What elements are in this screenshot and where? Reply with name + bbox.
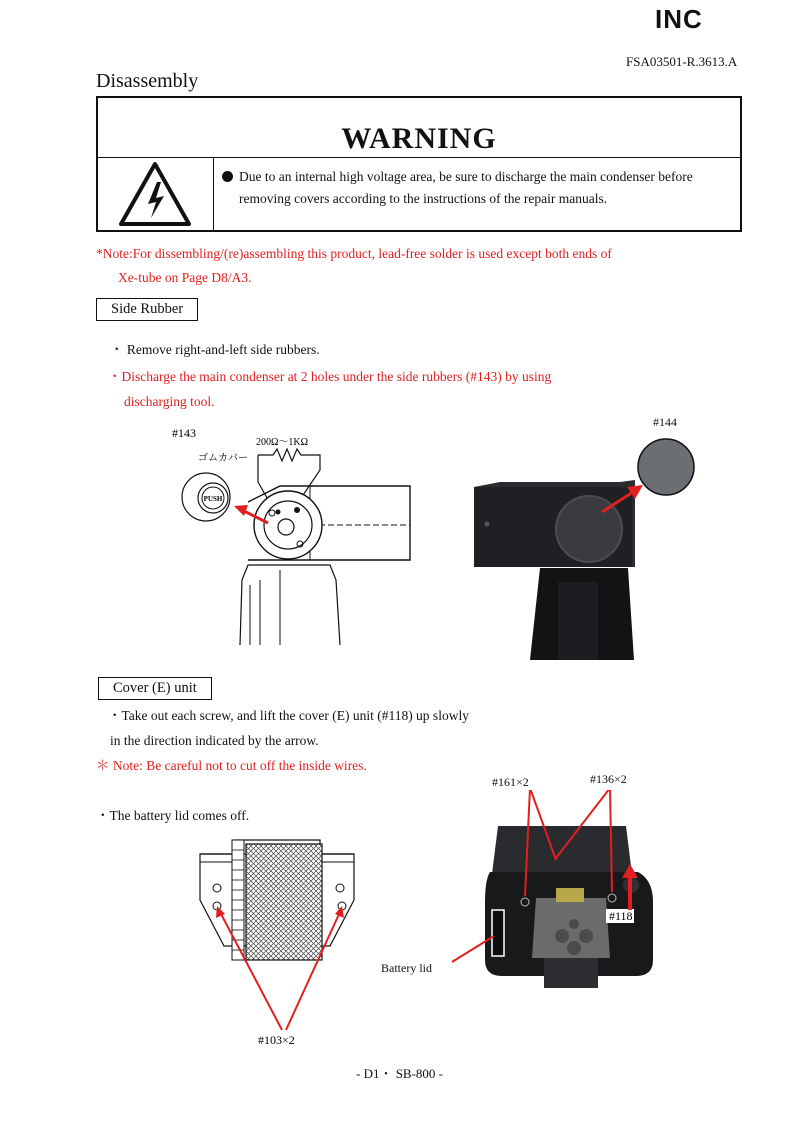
battery-lid-diagram xyxy=(196,826,366,1051)
label-resistor: 200Ω～1KΩ xyxy=(256,437,309,448)
battery-lid-mesh xyxy=(246,844,322,960)
bullet-dot-icon xyxy=(222,171,233,182)
photo-contacts xyxy=(556,888,584,902)
warning-line-2: removing covers according to the instructions of the repair manuals. xyxy=(239,191,608,206)
push-label: PUSH xyxy=(203,495,223,503)
high-voltage-icon-cell xyxy=(96,158,214,232)
side-rubber-step-2-line-2: discharging tool. xyxy=(124,394,215,409)
cover-unit-photo xyxy=(440,790,660,995)
flash-body-outline xyxy=(240,565,340,645)
label-161: #161×2 xyxy=(492,775,529,789)
side-rubber-discharge-diagram xyxy=(160,420,430,645)
note-line-1: *Note:For dissembling/(re)assembling this product, lead-free solder is used except both ends of xyxy=(96,246,612,261)
label-136: #136×2 xyxy=(590,772,627,786)
label-rubber-cover: ゴムカバー xyxy=(198,453,248,464)
solder-note xyxy=(96,242,716,290)
warning-heading: WARNING xyxy=(341,122,497,155)
page-title: Disassembly xyxy=(96,70,199,92)
side-rubber-step-1: ・ Remove right-and-left side rubbers. xyxy=(110,342,320,357)
section-heading-cover-unit: Cover (E) unit xyxy=(98,677,212,700)
page-number: - D1・ SB-800 - xyxy=(355,1066,444,1081)
section-heading-side-rubber: Side Rubber xyxy=(96,298,198,321)
document-id: FSA03501-R.3613.A xyxy=(626,54,738,69)
cover-wire-note: ＊ Note: Be careful not to cut off the inside wires. xyxy=(96,758,367,773)
side-rubber-photo xyxy=(470,432,700,660)
cover-step-1-line-1: ・Take out each screw, and lift the cover (E) unit (#118) up slowly xyxy=(108,708,469,723)
photo-foot xyxy=(544,958,598,988)
label-battery-lid: Battery lid xyxy=(381,961,432,975)
high-voltage-icon xyxy=(96,158,214,232)
photo-battery-lid-outline xyxy=(492,910,504,956)
warning-text xyxy=(222,166,732,210)
warning-line-1: Due to an internal high voltage area, be sure to discharge the main condenser before xyxy=(239,169,693,184)
probe-point xyxy=(276,510,281,515)
cover-step-1-line-2: in the direction indicated by the arrow. xyxy=(110,733,319,748)
note-line-2: Xe-tube on Page D8/A3. xyxy=(118,270,252,285)
side-rubber-step-2-line-1: ・Discharge the main condenser at 2 holes under the side rubbers (#143) by using xyxy=(108,369,552,384)
brand-logo-text: INC xyxy=(655,4,703,34)
removed-rubber-disc xyxy=(638,439,694,495)
label-103: #103×2 xyxy=(258,1033,295,1047)
label-144: #144 xyxy=(653,415,677,429)
discharge-hole-right xyxy=(294,507,300,513)
label-118: #118 xyxy=(609,909,633,923)
battery-lid-step: ・The battery lid comes off. xyxy=(96,808,250,823)
warning-heading-cell xyxy=(96,96,742,158)
label-143: #143 xyxy=(172,426,196,440)
red-arrow-head xyxy=(234,505,248,516)
